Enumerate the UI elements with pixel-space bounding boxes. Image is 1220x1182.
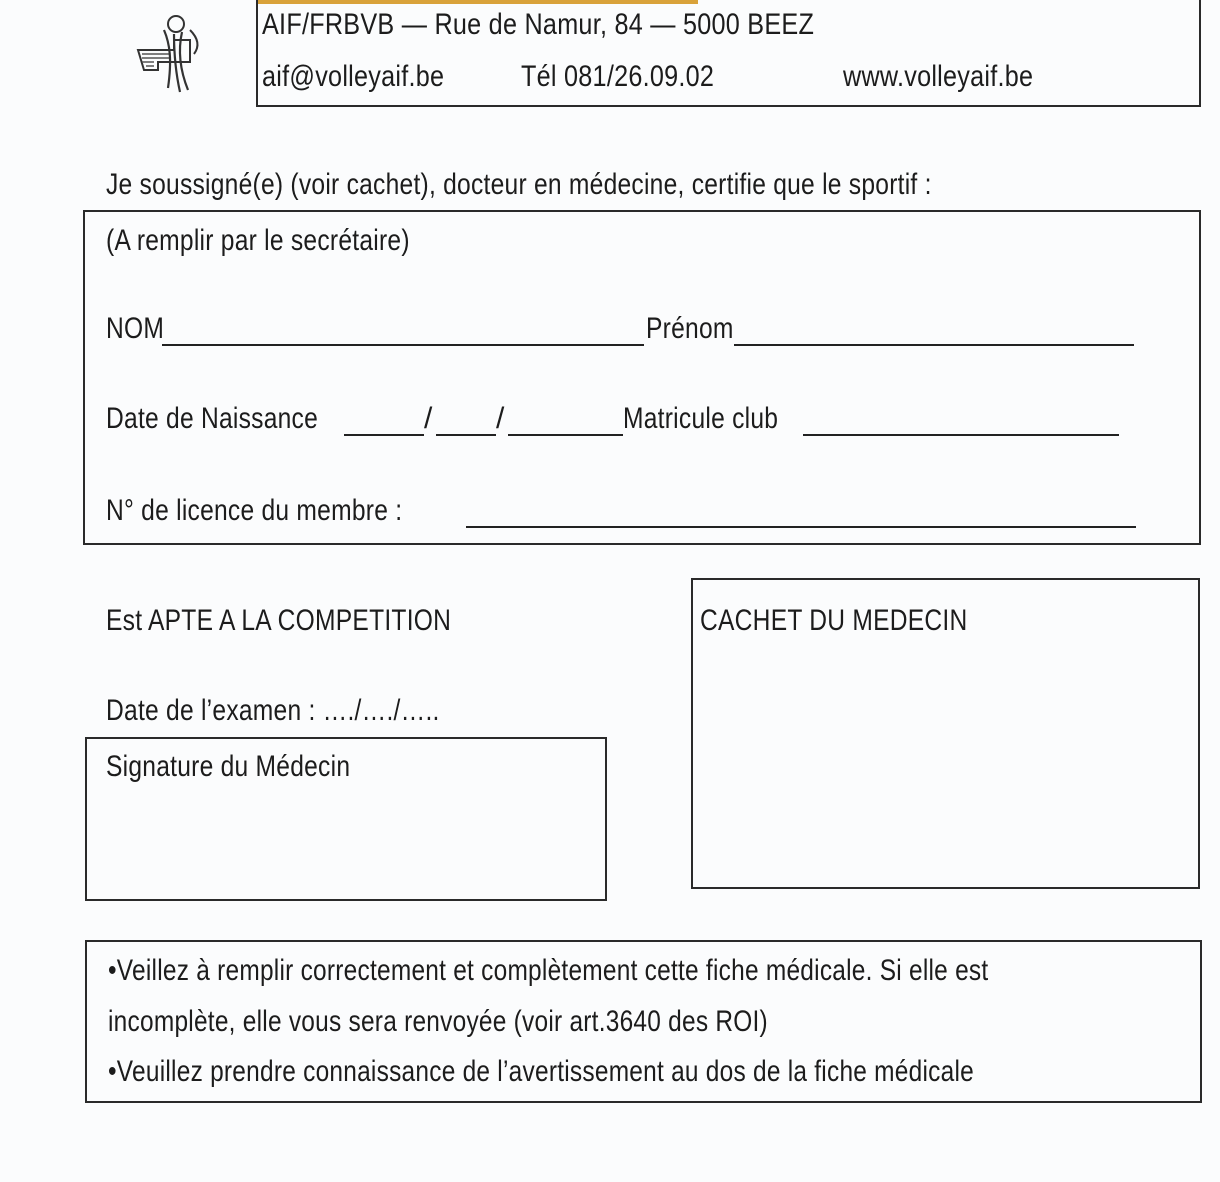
licence-number-field[interactable] bbox=[466, 502, 1136, 528]
note-line-3: •Veuillez prendre connaissance de l’avertissement au dos de la fiche médicale bbox=[108, 1055, 974, 1088]
birth-date-sep-1: / bbox=[424, 402, 433, 435]
federation-email: aif@volleyaif.be bbox=[262, 60, 445, 93]
matricule-club-field[interactable] bbox=[803, 410, 1119, 436]
name-row bbox=[106, 312, 1136, 346]
federation-website: www.volleyaif.be bbox=[843, 60, 1034, 93]
birth-row bbox=[106, 402, 1146, 436]
nom-label: NOM bbox=[106, 312, 165, 345]
note-line-1: •Veillez à remplir correctement et complètement cette fiche médicale. Si elle est bbox=[108, 954, 989, 987]
signature-label: Signature du Médecin bbox=[106, 750, 351, 783]
birth-day-field[interactable] bbox=[344, 410, 424, 436]
doctor-stamp-label: CACHET DU MEDECIN bbox=[700, 604, 968, 637]
secretary-note: (A remplir par le secrétaire) bbox=[106, 224, 410, 257]
birth-year-field[interactable] bbox=[508, 410, 623, 436]
prenom-label: Prénom bbox=[646, 312, 734, 345]
birth-date-label: Date de Naissance bbox=[106, 402, 319, 435]
federation-phone: Tél 081/26.09.02 bbox=[521, 60, 715, 93]
prenom-field[interactable] bbox=[734, 320, 1134, 346]
nom-field[interactable] bbox=[162, 320, 644, 346]
licence-row bbox=[106, 494, 1138, 528]
licence-number-label: N° de licence du membre : bbox=[106, 494, 403, 527]
federation-address: AIF/FRBVB — Rue de Namur, 84 — 5000 BEEZ bbox=[262, 8, 815, 41]
volleyball-federation-logo bbox=[134, 10, 206, 96]
birth-month-field[interactable] bbox=[436, 410, 496, 436]
fitness-status: Est APTE A LA COMPETITION bbox=[106, 604, 452, 637]
certification-statement: Je soussigné(e) (voir cachet), docteur en médecine, certifie que le sportif : bbox=[106, 168, 932, 201]
birth-date-sep-2: / bbox=[496, 402, 505, 435]
note-line-2: incomplète, elle vous sera renvoyée (voir art.3640 des ROI) bbox=[108, 1005, 768, 1038]
exam-date-field[interactable]: Date de l’examen : …./…./….. bbox=[106, 694, 440, 727]
matricule-club-label: Matricule club bbox=[623, 402, 779, 435]
